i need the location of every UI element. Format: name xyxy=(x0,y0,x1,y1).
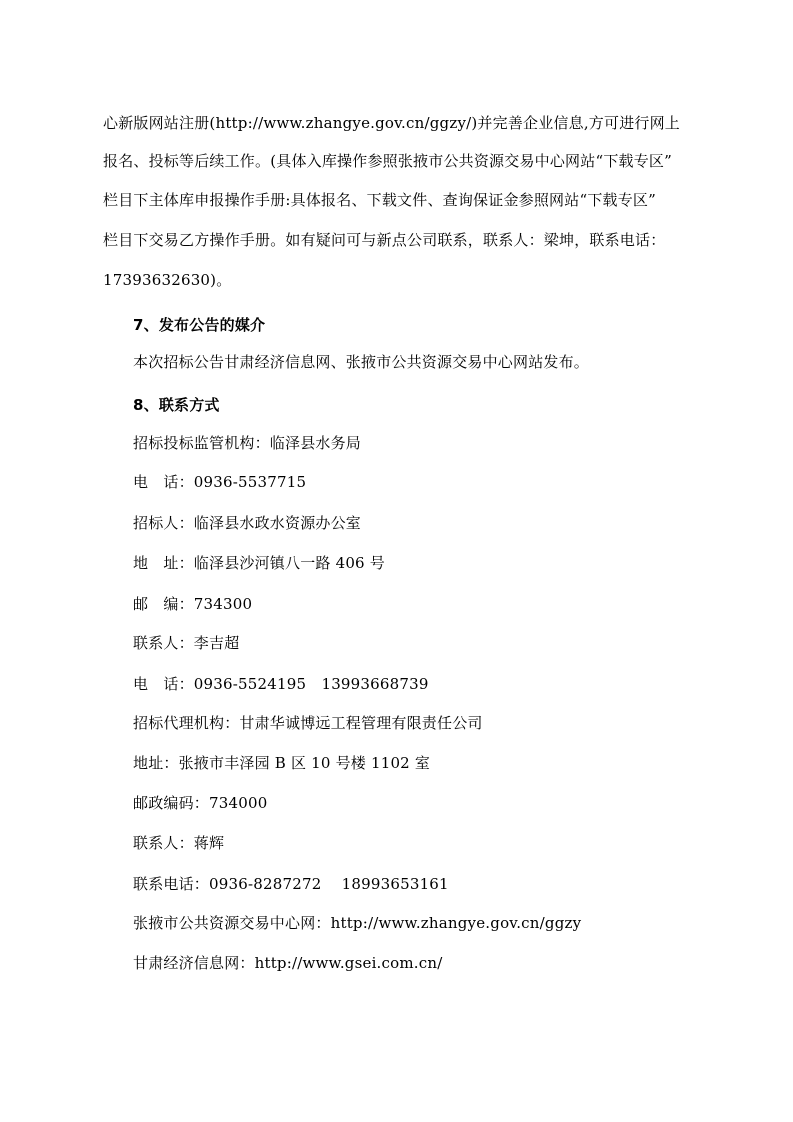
intro-line-5: 17393632630)。 xyxy=(103,271,232,289)
tenderer-postcode-line: 邮 编：734300 xyxy=(133,595,253,613)
intro-line-3: 栏目下主体库申报操作手册:具体报名、下载文件、查询保证金参照网站“下载专区” xyxy=(103,191,656,209)
section-7-body: 本次招标公告甘肃经济信息网、张掖市公共资源交易中心网站发布。 xyxy=(133,353,590,371)
intro-line-2: 报名、投标等后续工作。(具体入库操作参照张掖市公共资源交易中心网站“下载专区” xyxy=(103,152,672,170)
section-7-heading: 7、发布公告的媒介 xyxy=(133,316,266,334)
tenderer-address-line: 地 址：临泽县沙河镇八一路 406 号 xyxy=(133,554,385,572)
supervisor-line: 招标投标监管机构：临泽县水务局 xyxy=(133,434,362,452)
agency-phone-line: 联系电话：0936-8287272 18993653161 xyxy=(133,875,449,893)
section-8-heading: 8、联系方式 xyxy=(133,396,220,414)
agency-postcode-line: 邮政编码：734000 xyxy=(133,794,268,812)
agency-contact-line: 联系人：蒋辉 xyxy=(133,834,225,852)
intro-line-1: 心新版网站注册(http://www.zhangye.gov.cn/ggzy/)并完善企业信息,方可进行网上 xyxy=(103,114,680,132)
tenderer-line: 招标人：临泽县水政水资源办公室 xyxy=(133,514,362,532)
tenderer-phone-line: 电 话：0936-5524195 13993668739 xyxy=(133,675,429,693)
intro-line-4: 栏目下交易乙方操作手册。如有疑问可与新点公司联系，联系人：梁坤，联系电话： xyxy=(103,231,666,249)
gansu-site-line: 甘肃经济信息网：http://www.gsei.com.cn/ xyxy=(133,954,443,972)
agency-line: 招标代理机构：甘肃华诚博远工程管理有限责任公司 xyxy=(133,714,483,732)
agency-address-line: 地址：张掖市丰泽园 B 区 10 号楼 1102 室 xyxy=(133,754,431,772)
tenderer-contact-line: 联系人：李吉超 xyxy=(133,634,240,652)
supervisor-phone-line: 电 话：0936-5537715 xyxy=(133,473,307,491)
zhangye-site-line: 张掖市公共资源交易中心网：http://www.zhangye.gov.cn/ggzy xyxy=(133,914,582,932)
